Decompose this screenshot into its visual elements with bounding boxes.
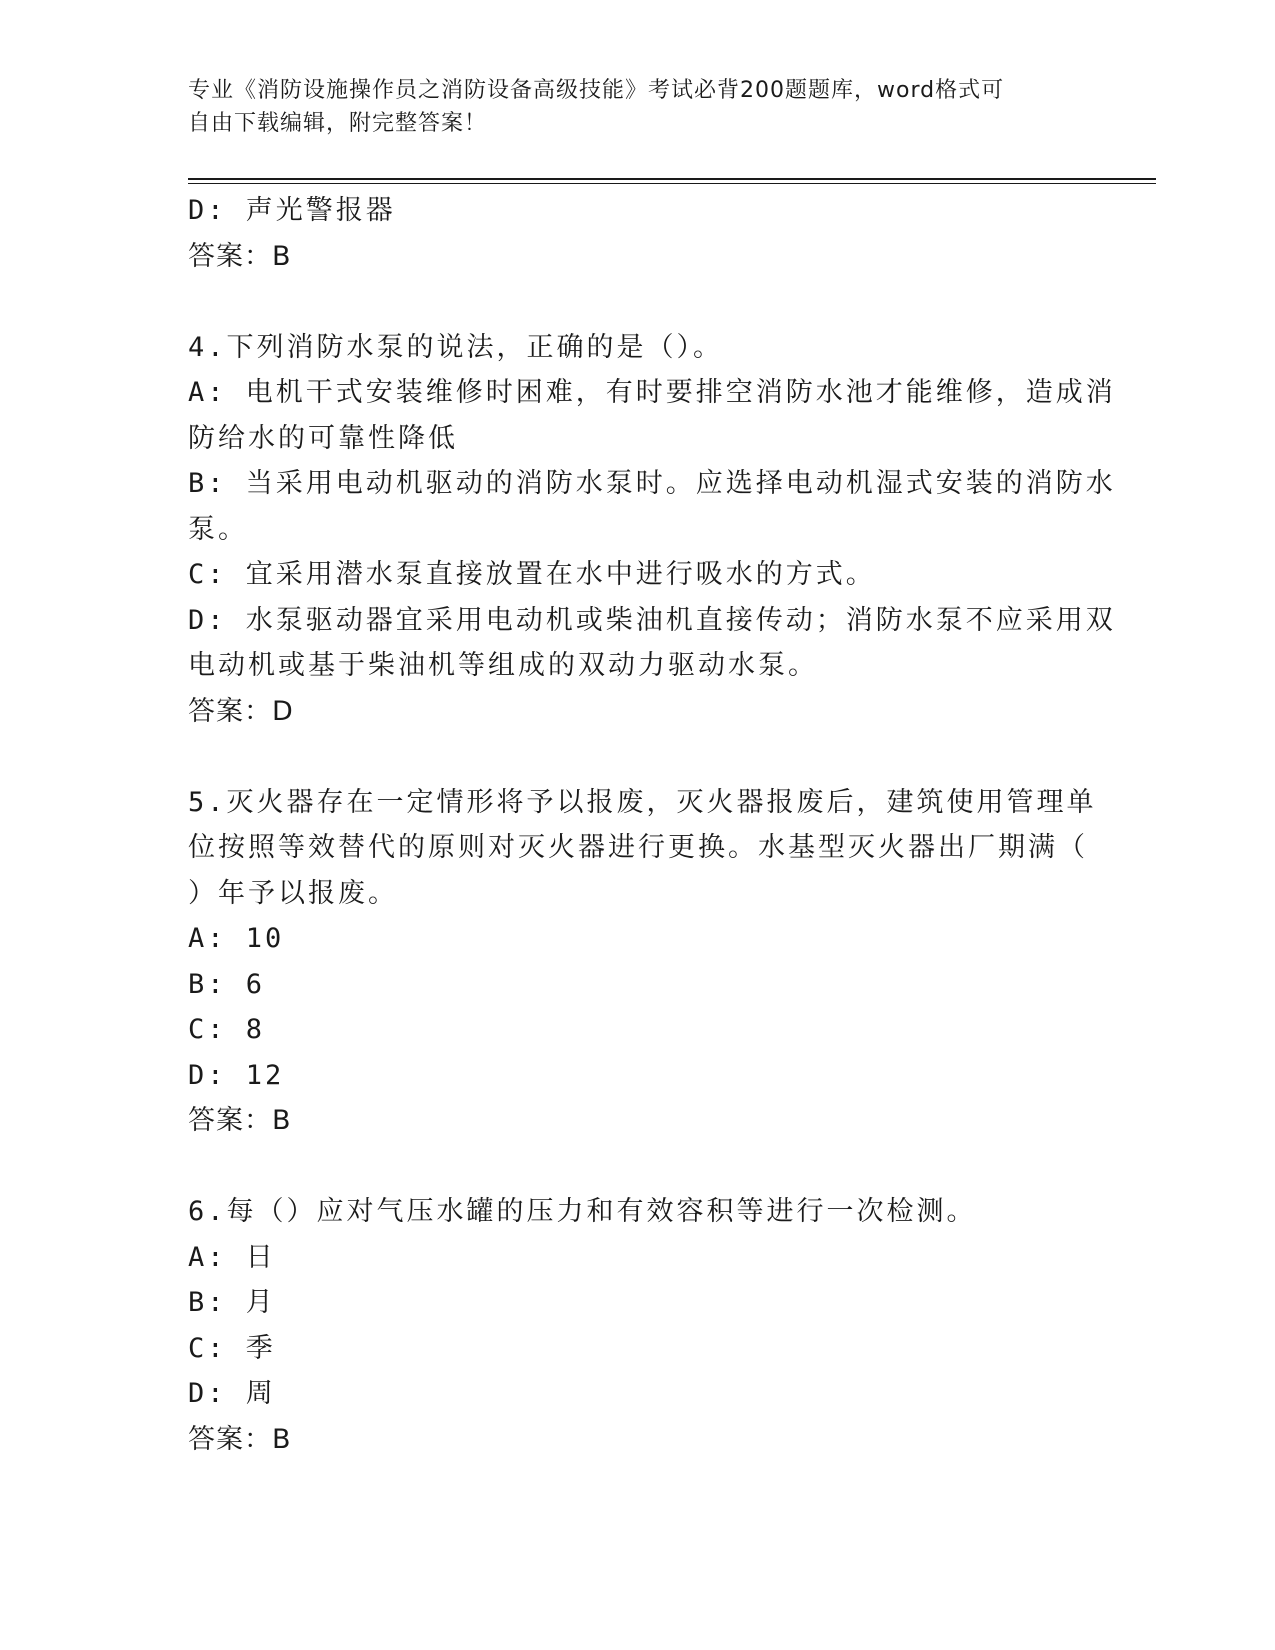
header-line-1: 专业《消防设施操作员之消防设备高级技能》考试必背200题题库，word格式可 (188, 78, 1005, 103)
question-stem: ）年予以报废。 (188, 877, 398, 909)
option-line: 电动机或基于柴油机等组成的双动力驱动水泵。 (188, 650, 818, 681)
spacer (188, 279, 1088, 325)
option-line: D: 12 (188, 1059, 285, 1091)
option-line: A: 电机干式安装维修时困难，有时要排空消防水池才能维修，造成消 (188, 377, 1116, 408)
answer-line: 答案：B (188, 240, 292, 272)
question-block (188, 1189, 1088, 1462)
option-line: B: 月 (188, 1287, 276, 1318)
option-line: C: 8 (188, 1014, 266, 1045)
question-stem: 位按照等效替代的原则对灭火器进行更换。水基型灭火器出厂期满（ (188, 832, 1088, 863)
option-line: B: 当采用电动机驱动的消防水泵时。应选择电动机湿式安装的消防水 (188, 468, 1116, 499)
option-line: D: 周 (188, 1378, 276, 1409)
answer-line: 答案：B (188, 1423, 292, 1455)
option-line: D: 声光警报器 (188, 195, 396, 226)
option-line: D: 水泵驱动器宜采用电动机或柴油机直接传动；消防水泵不应采用双 (188, 604, 1116, 636)
answer-line: 答案：D (188, 695, 294, 727)
header-rule-thick (188, 178, 1156, 180)
option-line: 泵。 (188, 513, 248, 545)
header-rule-thin (188, 183, 1156, 184)
option-line: A: 日 (188, 1241, 276, 1273)
option-line: C: 宜采用潜水泵直接放置在水中进行吸水的方式。 (188, 559, 876, 590)
spacer (188, 1144, 1088, 1190)
answer-line: 答案：B (188, 1105, 292, 1136)
document-header (188, 74, 1068, 140)
option-line: C: 季 (188, 1332, 276, 1364)
option-line: 防给水的可靠性降低 (188, 422, 458, 454)
option-line: A: 10 (188, 923, 285, 954)
spacer (188, 734, 1088, 780)
header-line-2: 自由下载编辑，附完整答案！ (188, 111, 488, 136)
question-stem: 4.下列消防水泵的说法，正确的是（）。 (188, 331, 724, 363)
question-stem: 6.每（）应对气压水罐的压力和有效容积等进行一次检测。 (188, 1196, 977, 1227)
question-block (188, 325, 1116, 735)
question-list (188, 188, 1116, 1462)
question-block (188, 780, 1097, 1144)
question-block (188, 188, 1088, 279)
option-line: B: 6 (188, 968, 266, 1000)
question-stem: 5.灭火器存在一定情形将予以报废，灭火器报废后，建筑使用管理单 (188, 786, 1097, 818)
